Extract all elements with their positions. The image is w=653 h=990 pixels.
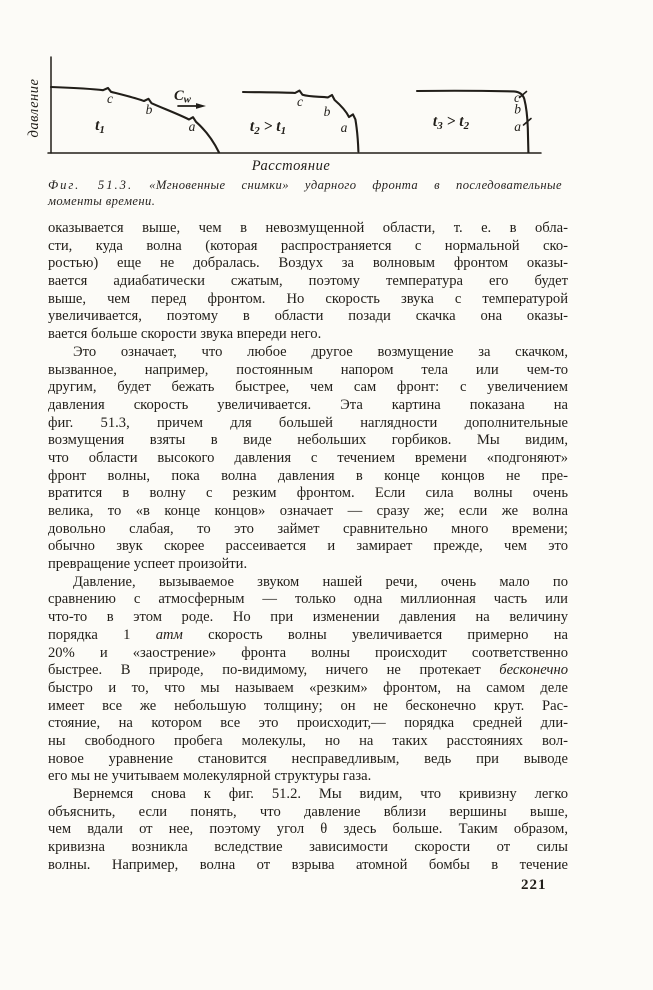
point-b-label: b (145, 102, 153, 117)
figure-51-3 (0, 0, 653, 176)
figure-caption-line1 (48, 178, 562, 194)
text-line: превращение успеет произойти. (48, 556, 248, 573)
text-line: что-то в этом роде. Но при изменении давления на величину (48, 609, 568, 626)
body-text (48, 220, 568, 874)
y-axis-label: давление (26, 78, 42, 138)
text-line: другим, будет бежать быстрее, чем сам фронт: с увеличением (48, 379, 568, 396)
text-line: вается больше скорости звука впереди него. (48, 326, 322, 343)
text-line: Давление, вызываемое звуком нашей речи, очень мало по (73, 573, 568, 590)
text-line: довольно слабая, то это займет сравнительно много времени; (48, 520, 568, 537)
point-a-label: a (188, 119, 196, 134)
point-c-label: c (107, 91, 113, 106)
text-line: имеет все же небольшую толщину; он не бесконечно крут. Рас- (48, 697, 568, 714)
text-line: возмущения взяты в виде небольших горбиков. Мы видим, (48, 432, 568, 449)
text-line: давления скорость увеличивается. Эта картина показана на (48, 396, 568, 413)
text-line: фиг. 51.3, причем для большей наглядности дополнительные (48, 414, 568, 431)
italic-term: атм (155, 626, 183, 643)
text-line: сти, куда волна (которая распространяется с нормальной ско- (48, 237, 568, 254)
text-line: его мы не учитываем молекулярной структуры газа. (48, 768, 372, 785)
figure-caption-line2: моменты времени. (48, 193, 156, 208)
text-line: велика, то «в конце концов» означает — сразу же; если же волна (48, 503, 568, 519)
text-line: волны. Например, волна от взрыва атомной бомбы в течение (48, 856, 568, 873)
text-line: ростью) еще не добралась. Воздух за волновым фронтом оказы- (48, 255, 568, 272)
wave-speed-label: Cw (174, 88, 192, 106)
text-line: увеличивается, поэтому в области позади скачка она оказы- (48, 308, 568, 325)
point-b-label: b (514, 101, 521, 117)
text-line: обычно звук скорее рассеивается и замирает прежде, чем это (48, 538, 568, 555)
point-a-label: a (514, 119, 521, 134)
text-line: стояние, на котором все это происходит,— порядка средней дли- (48, 715, 568, 732)
text-line: вратится в волну с резким фронтом. Если сила волны очень (48, 485, 568, 502)
time-label-t2: t2 > t1 (249, 118, 287, 137)
italic-term: бесконечно (499, 662, 568, 679)
text-line: порядка 1 атм скорость волны увеличивается примерно на (48, 626, 569, 643)
text-line: быстро и то, что мы называем «резким» фронтом, на самом деле (48, 679, 568, 696)
point-c-label: c (514, 90, 520, 105)
text-line: ны свободного пробега молекулы, но на таких расстояниях вол- (48, 732, 568, 749)
figure-caption-text: «Мгновенные снимки» ударного фронта в последовательные (149, 178, 562, 192)
text-line: чем вдали от нее, поэтому угол θ здесь больше. Таким образом, (48, 821, 568, 838)
text-line: вызванное, например, постоянным напором тела или чем-то (48, 361, 568, 378)
point-a-label: a (340, 120, 348, 135)
text-line: кривизна возникла вследствие зависимости скорости от силы (48, 839, 568, 856)
text-line: Вернемся снова к фиг. 51.2. Мы видим, что кривизну легко (73, 786, 568, 802)
text-line: вается адиабатически сжатым, поэтому температура его будет (48, 273, 568, 290)
figure-caption-number: Фиг. 51.3. (48, 178, 134, 192)
text-line: объяснить, если понять, что давление вблизи вершины выше, (48, 803, 568, 820)
text-line: что области высокого давления с течением времени «подгоняют» (48, 449, 568, 466)
point-b-label: b (323, 104, 331, 119)
text-line: Это означает, что любое другое возмущение за скачком, (73, 343, 568, 360)
page-number: 221 (521, 877, 547, 893)
text-line: фронт волны, пока волна давления в конце концов не пре- (48, 467, 568, 484)
x-axis-label: Расстояние (251, 158, 331, 174)
text-line: быстрее. В природе, по-видимому, ничего не протекает бесконечно (48, 662, 568, 679)
text-line: сравнению с атмосферным — только одна миллионная часть или (48, 591, 568, 608)
wave-speed-arrowhead (196, 103, 206, 109)
text-line: оказывается выше, чем в невозмущенной области, т. е. в обла- (48, 220, 568, 236)
text-line: выше, чем перед фронтом. Но скорость звука с температурой (48, 290, 568, 307)
figure-caption (48, 178, 562, 209)
text-line: 20% и «заострение» фронта волны происходит соответственно (48, 644, 568, 661)
point-c-label: c (297, 94, 303, 109)
time-label-t1: t1 (95, 117, 105, 136)
text-line: новое уравнение становится несправедливым, ведь при выводе (48, 750, 568, 767)
time-label-t3: t3 > t2 (432, 113, 470, 132)
